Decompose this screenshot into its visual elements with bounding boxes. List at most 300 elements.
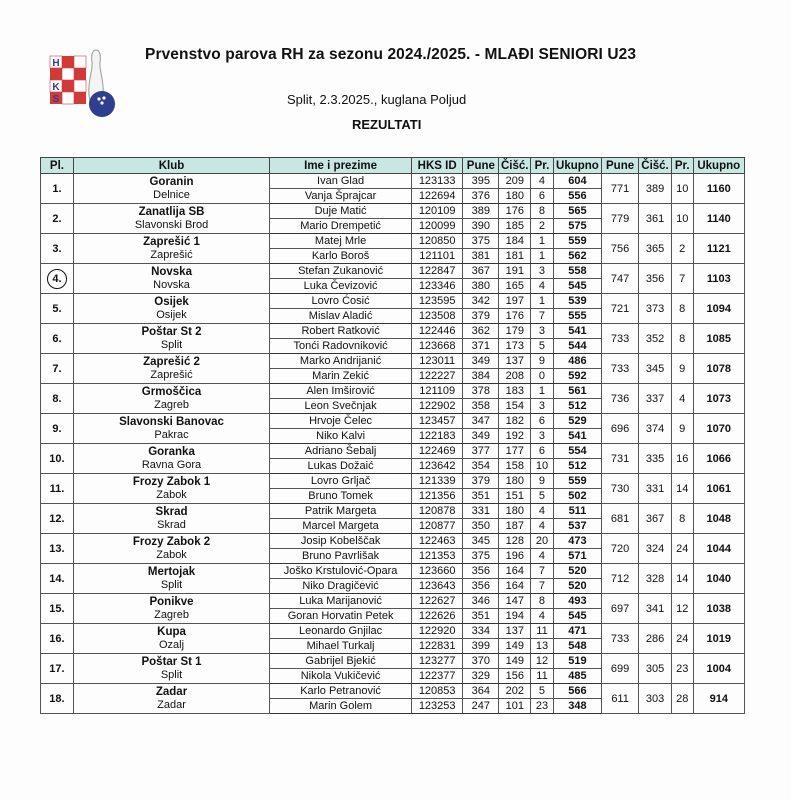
player-pr: 7 [531,564,554,579]
player-pr: 2 [531,219,554,234]
club-name: Zadar [155,685,188,698]
pair-total-pune: 730 [602,474,639,504]
player-name: Nikola Vukičević [270,669,412,684]
player-ukupno: 539 [553,294,601,309]
player-name: Matej Mrle [270,234,412,249]
col-name: Ime i prezime [270,158,412,174]
club-cell [73,294,269,324]
player-name: Tonći Radovniković [270,339,412,354]
place-number: 5. [52,302,62,315]
player-ukupno: 556 [553,189,601,204]
pair-total-cisc: 328 [639,564,672,594]
pair-total-cisc: 361 [639,204,672,234]
player-name: Marcel Margeta [270,519,412,534]
pair-total-pr: 10 [671,204,693,234]
place-cell [41,564,74,594]
player-cisc: 137 [499,354,531,369]
table-row [41,474,745,489]
club-cell [73,324,269,354]
place-number: 3. [52,242,62,255]
player-name: Joško Krstulović-Opara [270,564,412,579]
place-number: 6. [52,332,62,345]
player-name: Lukas Dožaić [270,459,412,474]
place-cell [41,204,74,234]
place-cell [41,624,74,654]
pair-total-cisc: 337 [639,384,672,414]
table-row [41,444,745,459]
club-city: Skrad [157,518,186,531]
table-row [41,264,745,279]
pair-total-cisc: 305 [639,654,672,684]
player-ukupno: 561 [553,384,601,399]
club-cell [73,354,269,384]
player-name: Lovro Ćosić [270,294,412,309]
pair-total-ukupno: 1038 [693,594,744,624]
player-pr: 9 [531,474,554,489]
player-hks-id: 122469 [411,444,462,459]
club-city: Split [160,668,183,681]
player-ukupno: 512 [553,459,601,474]
place-cell [41,654,74,684]
pair-total-pr: 14 [671,564,693,594]
player-pune: 380 [463,279,499,294]
table-row [41,654,745,669]
table-row [41,414,745,429]
player-hks-id: 121356 [411,489,462,504]
player-cisc: 181 [499,249,531,264]
club-city: Zadar [157,698,186,711]
player-pr: 10 [531,459,554,474]
player-ukupno: 471 [553,624,601,639]
player-pr: 4 [531,279,554,294]
place-cell [41,264,74,294]
player-name: Mario Drempetić [270,219,412,234]
player-hks-id: 123346 [411,279,462,294]
player-ukupno: 486 [553,354,601,369]
place-cell [41,594,74,624]
player-ukupno: 604 [553,174,601,189]
place-cell [41,414,74,444]
club-cell [73,564,269,594]
player-hks-id: 122902 [411,399,462,414]
pair-total-pr: 12 [671,594,693,624]
player-pr: 11 [531,624,554,639]
player-pune: 349 [463,429,499,444]
place-number: 2. [52,212,62,225]
pair-total-pune: 756 [602,234,639,264]
player-pune: 390 [463,219,499,234]
player-hks-id: 121353 [411,549,462,564]
player-pune: 364 [463,684,499,699]
place-number: 4. [47,269,67,289]
player-hks-id: 123253 [411,699,462,714]
pair-total-cisc: 367 [639,504,672,534]
pair-total-ukupno: 1040 [693,564,744,594]
player-name: Mislav Aladić [270,309,412,324]
player-cisc: 209 [499,174,531,189]
player-pune: 331 [463,504,499,519]
player-pune: 367 [463,264,499,279]
player-ukupno: 502 [553,489,601,504]
table-row [41,504,745,519]
player-pune: 379 [463,309,499,324]
player-name: Bruno Pavrlišak [270,549,412,564]
player-name: Marko Andrijanić [270,354,412,369]
player-pr: 1 [531,249,554,264]
player-pune: 347 [463,414,499,429]
player-hks-id: 120109 [411,204,462,219]
table-row [41,324,745,339]
player-pr: 1 [531,234,554,249]
pair-total-pr: 14 [671,474,693,504]
club-cell [73,444,269,474]
club-cell [73,234,269,264]
col-pune: Pune [463,158,499,174]
pair-total-cisc: 389 [639,174,672,204]
pair-total-pr: 4 [671,384,693,414]
player-pune: 358 [463,399,499,414]
pair-total-ukupno: 914 [693,684,744,714]
player-pr: 12 [531,654,554,669]
table-row [41,564,745,579]
col-total-pr: Pr. [671,158,693,174]
player-name: Karlo Petranović [270,684,412,699]
player-pr: 7 [531,579,554,594]
col-total-ukupno: Ukupno [693,158,744,174]
player-hks-id: 123643 [411,579,462,594]
player-pune: 351 [463,609,499,624]
place-number: 10. [49,452,65,465]
club-name: Poštar St 1 [141,655,202,668]
pair-total-pr: 24 [671,624,693,654]
player-cisc: 149 [499,639,531,654]
player-pune: 375 [463,549,499,564]
club-city: Zaprešić [150,368,193,381]
club-cell [73,654,269,684]
club-name: Goranka [148,445,195,458]
pair-total-pune: 733 [602,324,639,354]
pair-total-pune: 721 [602,294,639,324]
player-name: Leon Svečnjak [270,399,412,414]
place-cell [41,534,74,564]
player-hks-id: 122227 [411,369,462,384]
place-cell [41,294,74,324]
player-pune: 356 [463,564,499,579]
player-cisc: 187 [499,519,531,534]
club-city: Zagreb [154,398,189,411]
player-pune: 376 [463,189,499,204]
player-hks-id: 122627 [411,594,462,609]
pair-total-ukupno: 1085 [693,324,744,354]
pair-total-pr: 9 [671,354,693,384]
player-hks-id: 123668 [411,339,462,354]
player-cisc: 154 [499,399,531,414]
player-cisc: 196 [499,549,531,564]
player-pr: 13 [531,639,554,654]
club-cell [73,204,269,234]
player-ukupno: 544 [553,339,601,354]
col-club: Klub [73,158,269,174]
player-cisc: 194 [499,609,531,624]
player-pr: 0 [531,369,554,384]
logo-letter-k: K [52,82,60,93]
player-hks-id: 122183 [411,429,462,444]
player-pune: 377 [463,444,499,459]
club-city: Zaprešić [150,248,193,261]
club-name: Novska [151,265,192,278]
place-cell [41,384,74,414]
player-cisc: 147 [499,594,531,609]
place-number: 17. [49,662,65,675]
player-hks-id: 123595 [411,294,462,309]
club-name: Grmoščica [141,385,202,398]
col-ukupno: Ukupno [553,158,601,174]
player-cisc: 165 [499,279,531,294]
player-cisc: 180 [499,474,531,489]
pair-total-pr: 2 [671,234,693,264]
player-ukupno: 511 [553,504,601,519]
player-pr: 4 [531,519,554,534]
player-ukupno: 565 [553,204,601,219]
col-total-pune: Pune [602,158,639,174]
player-ukupno: 541 [553,324,601,339]
player-cisc: 182 [499,414,531,429]
pair-total-pr: 8 [671,294,693,324]
place-cell [41,354,74,384]
table-row [41,354,745,369]
player-pr: 5 [531,339,554,354]
place-cell [41,504,74,534]
club-cell [73,504,269,534]
player-hks-id: 122377 [411,669,462,684]
player-pune: 399 [463,639,499,654]
pair-total-pr: 7 [671,264,693,294]
logo-letter-s: S [52,94,60,105]
pair-total-pr: 10 [671,174,693,204]
pair-total-pr: 9 [671,414,693,444]
player-pune: 329 [463,669,499,684]
player-ukupno: 545 [553,279,601,294]
pair-total-ukupno: 1094 [693,294,744,324]
club-city: Novska [153,278,190,291]
place-number: 13. [49,542,65,555]
club-name: Ponikve [149,595,194,608]
player-cisc: 179 [499,324,531,339]
player-ukupno: 558 [553,264,601,279]
player-ukupno: 485 [553,669,601,684]
player-pune: 381 [463,249,499,264]
club-cell [73,534,269,564]
player-name: Vanja Šprajcar [270,189,412,204]
pair-total-cisc: 356 [639,264,672,294]
place-number: 7. [52,362,62,375]
player-pune: 334 [463,624,499,639]
table-row [41,384,745,399]
pair-total-cisc: 331 [639,474,672,504]
player-hks-id: 120853 [411,684,462,699]
player-name: Luka Marijanović [270,594,412,609]
player-hks-id: 123642 [411,459,462,474]
club-city: Delnice [153,188,190,201]
player-pr: 3 [531,429,554,444]
pair-total-cisc: 335 [639,444,672,474]
player-hks-id: 123660 [411,564,462,579]
player-ukupno: 566 [553,684,601,699]
place-number: 12. [49,512,65,525]
player-pr: 9 [531,354,554,369]
player-ukupno: 541 [553,429,601,444]
player-cisc: 183 [499,384,531,399]
pair-total-pune: 712 [602,564,639,594]
pair-total-cisc: 341 [639,594,672,624]
club-city: Ravna Gora [141,458,202,471]
player-hks-id: 122626 [411,609,462,624]
pair-total-pune: 747 [602,264,639,294]
place-number: 18. [49,692,65,705]
player-pune: 349 [463,354,499,369]
player-pune: 342 [463,294,499,309]
table-header-row [41,158,745,174]
document-title: Prvenstvo parova RH za sezonu 2024./2025. - MLAĐI SENIORI U23 [145,46,637,63]
club-cell [73,594,269,624]
player-name: Goran Horvatin Petek [270,609,412,624]
pair-total-pune: 771 [602,174,639,204]
player-cisc: 173 [499,339,531,354]
player-name: Niko Dragičević [270,579,412,594]
pair-total-ukupno: 1078 [693,354,744,384]
player-cisc: 158 [499,459,531,474]
player-cisc: 176 [499,204,531,219]
club-name: Skrad [155,505,188,518]
table-row [41,624,745,639]
player-name: Ivan Glad [270,174,412,189]
player-ukupno: 348 [553,699,601,714]
player-pune: 384 [463,369,499,384]
player-pr: 20 [531,534,554,549]
player-pr: 3 [531,399,554,414]
player-ukupno: 520 [553,579,601,594]
pair-total-ukupno: 1160 [693,174,744,204]
player-ukupno: 555 [553,309,601,324]
pair-total-cisc: 303 [639,684,672,714]
col-total-cisc: Čišć. [639,158,672,174]
pair-total-pr: 28 [671,684,693,714]
place-number: 16. [49,632,65,645]
player-name: Robert Ratković [270,324,412,339]
col-place: Pl. [41,158,74,174]
player-name: Duje Matić [270,204,412,219]
results-table [40,157,745,714]
player-pr: 4 [531,504,554,519]
event-location-date: Split, 2.3.2025., kuglana Poljud [287,92,467,107]
pair-total-pr: 8 [671,324,693,354]
club-name: Zanatlija SB [138,205,205,218]
club-city: Split [160,338,183,351]
table-row [41,174,745,189]
club-name: Zaprešić 2 [143,355,200,368]
pair-total-ukupno: 1121 [693,234,744,264]
player-pune: 354 [463,459,499,474]
club-city: Zagreb [154,608,189,621]
player-cisc: 208 [499,369,531,384]
pair-total-ukupno: 1073 [693,384,744,414]
player-pune: 375 [463,234,499,249]
club-city: Slavonski Brod [134,218,209,231]
player-ukupno: 545 [553,609,601,624]
place-number: 11. [49,482,65,495]
player-hks-id: 122446 [411,324,462,339]
club-name: Poštar St 2 [141,325,202,338]
player-ukupno: 575 [553,219,601,234]
player-name: Lovro Grljač [270,474,412,489]
player-cisc: 192 [499,429,531,444]
player-pr: 6 [531,189,554,204]
pair-total-ukupno: 1140 [693,204,744,234]
player-hks-id: 120850 [411,234,462,249]
player-hks-id: 122831 [411,639,462,654]
logo-letter-h: H [52,58,60,69]
player-name: Hrvoje Čelec [270,414,412,429]
player-ukupno: 571 [553,549,601,564]
player-name: Bruno Tomek [270,489,412,504]
player-pune: 379 [463,474,499,489]
place-number: 14. [49,572,65,585]
player-hks-id: 122463 [411,534,462,549]
player-pr: 5 [531,684,554,699]
place-cell [41,474,74,504]
player-pune: 370 [463,654,499,669]
pair-total-ukupno: 1103 [693,264,744,294]
player-ukupno: 529 [553,414,601,429]
player-name: Patrik Margeta [270,504,412,519]
section-title: REZULTATI [352,117,422,132]
club-name: Kupa [157,625,186,638]
player-pr: 11 [531,669,554,684]
player-hks-id: 122920 [411,624,462,639]
club-city: Zabok [156,488,187,501]
player-ukupno: 562 [553,249,601,264]
player-pune: 389 [463,204,499,219]
player-cisc: 164 [499,579,531,594]
place-cell [41,324,74,354]
club-cell [73,414,269,444]
col-cisc: Čišć. [499,158,531,174]
club-cell [73,174,269,204]
club-cell [73,474,269,504]
pair-total-pune: 681 [602,504,639,534]
player-cisc: 180 [499,504,531,519]
player-hks-id: 120878 [411,504,462,519]
table-row [41,684,745,699]
pair-total-cisc: 345 [639,354,672,384]
player-hks-id: 120099 [411,219,462,234]
player-pr: 3 [531,324,554,339]
player-cisc: 176 [499,309,531,324]
player-name: Niko Kalvi [270,429,412,444]
club-city: Split [160,578,183,591]
pair-total-cisc: 374 [639,414,672,444]
club-name: Slavonski Banovac [119,415,224,428]
club-name: Frozy Zabok 1 [132,475,211,488]
player-cisc: 128 [499,534,531,549]
player-cisc: 185 [499,219,531,234]
player-cisc: 156 [499,669,531,684]
pair-total-cisc: 286 [639,624,672,654]
pair-total-ukupno: 1019 [693,624,744,654]
table-row [41,204,745,219]
player-ukupno: 537 [553,519,601,534]
player-pune: 345 [463,534,499,549]
